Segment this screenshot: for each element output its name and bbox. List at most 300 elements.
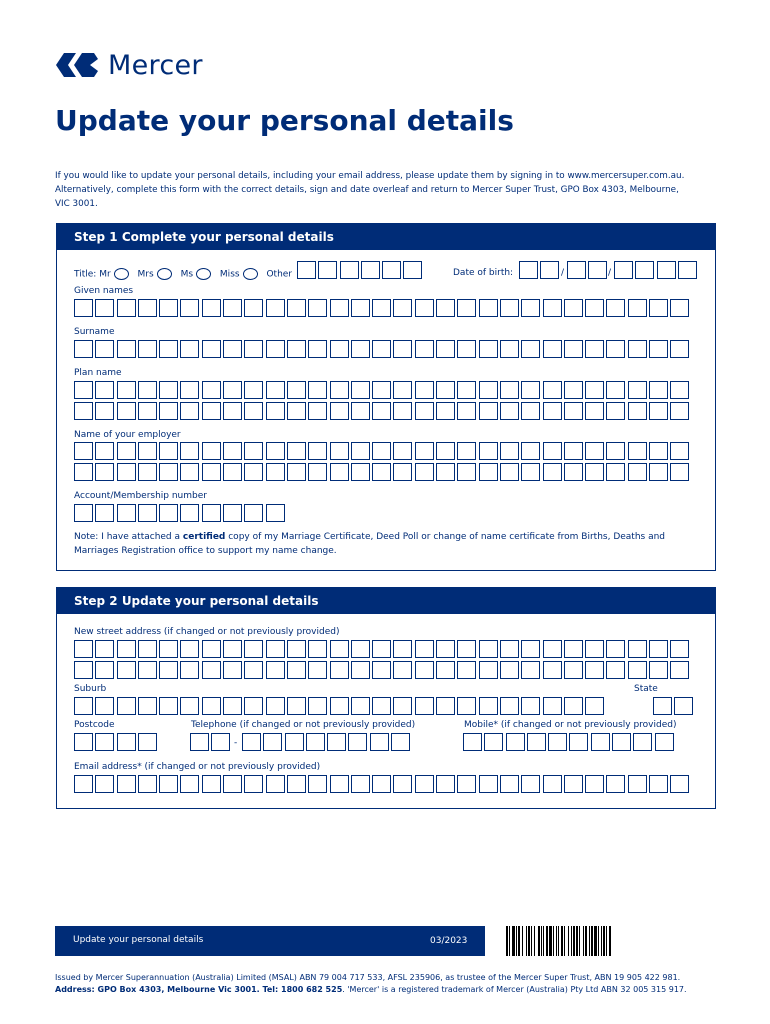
- char-box[interactable]: [393, 661, 412, 679]
- char-box[interactable]: [372, 340, 391, 358]
- char-box[interactable]: [457, 299, 476, 317]
- char-box[interactable]: [670, 661, 689, 679]
- char-box[interactable]: [74, 299, 93, 317]
- char-box[interactable]: [415, 661, 434, 679]
- char-box[interactable]: [564, 463, 583, 481]
- char-box[interactable]: [117, 697, 136, 715]
- char-box[interactable]: [95, 661, 114, 679]
- char-box[interactable]: [138, 381, 157, 399]
- char-box[interactable]: [266, 661, 285, 679]
- char-box[interactable]: [393, 775, 412, 793]
- char-box[interactable]: [585, 442, 604, 460]
- char-box[interactable]: [606, 640, 625, 658]
- char-box[interactable]: [287, 402, 306, 420]
- char-box[interactable]: [649, 640, 668, 658]
- char-box[interactable]: [180, 402, 199, 420]
- char-box[interactable]: [318, 261, 337, 279]
- given-names-boxes[interactable]: [74, 299, 689, 317]
- char-box[interactable]: [436, 402, 455, 420]
- char-box[interactable]: [585, 299, 604, 317]
- char-box[interactable]: [266, 463, 285, 481]
- char-box[interactable]: [543, 697, 562, 715]
- char-box[interactable]: [628, 640, 647, 658]
- char-box[interactable]: [479, 340, 498, 358]
- char-box[interactable]: [202, 640, 221, 658]
- char-box[interactable]: [585, 340, 604, 358]
- char-box[interactable]: [308, 640, 327, 658]
- char-box[interactable]: [308, 661, 327, 679]
- char-box[interactable]: [457, 442, 476, 460]
- char-box[interactable]: [415, 381, 434, 399]
- dob-year-boxes[interactable]: [614, 261, 697, 279]
- char-box[interactable]: [543, 775, 562, 793]
- char-box[interactable]: [180, 381, 199, 399]
- char-box[interactable]: [415, 463, 434, 481]
- postcode-boxes[interactable]: [74, 733, 157, 751]
- char-box[interactable]: [521, 299, 540, 317]
- char-box[interactable]: [95, 733, 114, 751]
- char-box[interactable]: [223, 640, 242, 658]
- char-box[interactable]: [543, 640, 562, 658]
- char-box[interactable]: [457, 381, 476, 399]
- char-box[interactable]: [138, 340, 157, 358]
- char-box[interactable]: [403, 261, 422, 279]
- char-box[interactable]: [308, 299, 327, 317]
- char-box[interactable]: [263, 733, 282, 751]
- char-box[interactable]: [244, 775, 263, 793]
- char-box[interactable]: [202, 775, 221, 793]
- char-box[interactable]: [372, 463, 391, 481]
- char-box[interactable]: [244, 661, 263, 679]
- char-box[interactable]: [223, 381, 242, 399]
- char-box[interactable]: [159, 463, 178, 481]
- char-box[interactable]: [628, 442, 647, 460]
- char-box[interactable]: [327, 733, 346, 751]
- char-box[interactable]: [500, 402, 519, 420]
- char-box[interactable]: [500, 697, 519, 715]
- dob-day-boxes[interactable]: [519, 261, 559, 279]
- char-box[interactable]: [340, 261, 359, 279]
- char-box[interactable]: [117, 299, 136, 317]
- char-box[interactable]: [393, 463, 412, 481]
- char-box[interactable]: [117, 442, 136, 460]
- char-box[interactable]: [415, 442, 434, 460]
- title-option-ms[interactable]: Ms: [181, 268, 217, 280]
- char-box[interactable]: [159, 381, 178, 399]
- char-box[interactable]: [543, 340, 562, 358]
- char-box[interactable]: [287, 340, 306, 358]
- char-box[interactable]: [674, 697, 693, 715]
- char-box[interactable]: [393, 402, 412, 420]
- char-box[interactable]: [159, 661, 178, 679]
- char-box[interactable]: [506, 733, 525, 751]
- char-box[interactable]: [287, 299, 306, 317]
- char-box[interactable]: [180, 775, 199, 793]
- char-box[interactable]: [649, 775, 668, 793]
- char-box[interactable]: [670, 299, 689, 317]
- char-box[interactable]: [457, 661, 476, 679]
- char-box[interactable]: [628, 661, 647, 679]
- char-box[interactable]: [519, 261, 538, 279]
- char-box[interactable]: [457, 402, 476, 420]
- char-box[interactable]: [287, 697, 306, 715]
- char-box[interactable]: [266, 340, 285, 358]
- char-box[interactable]: [223, 340, 242, 358]
- char-box[interactable]: [457, 775, 476, 793]
- char-box[interactable]: [180, 640, 199, 658]
- char-box[interactable]: [308, 340, 327, 358]
- mrs-radio[interactable]: [157, 268, 172, 280]
- char-box[interactable]: [372, 442, 391, 460]
- char-box[interactable]: [351, 381, 370, 399]
- char-box[interactable]: [564, 402, 583, 420]
- surname-boxes[interactable]: [74, 340, 689, 358]
- char-box[interactable]: [180, 299, 199, 317]
- char-box[interactable]: [266, 697, 285, 715]
- char-box[interactable]: [138, 463, 157, 481]
- char-box[interactable]: [606, 381, 625, 399]
- char-box[interactable]: [543, 299, 562, 317]
- char-box[interactable]: [95, 697, 114, 715]
- char-box[interactable]: [266, 402, 285, 420]
- char-box[interactable]: [457, 340, 476, 358]
- account-boxes[interactable]: [74, 504, 285, 522]
- char-box[interactable]: [569, 733, 588, 751]
- char-box[interactable]: [117, 661, 136, 679]
- char-box[interactable]: [117, 402, 136, 420]
- char-box[interactable]: [180, 340, 199, 358]
- char-box[interactable]: [138, 661, 157, 679]
- char-box[interactable]: [521, 661, 540, 679]
- char-box[interactable]: [606, 402, 625, 420]
- char-box[interactable]: [117, 640, 136, 658]
- char-box[interactable]: [628, 340, 647, 358]
- char-box[interactable]: [351, 463, 370, 481]
- char-box[interactable]: [244, 402, 263, 420]
- char-box[interactable]: [330, 299, 349, 317]
- char-box[interactable]: [521, 775, 540, 793]
- char-box[interactable]: [543, 442, 562, 460]
- char-box[interactable]: [308, 381, 327, 399]
- char-box[interactable]: [393, 381, 412, 399]
- char-box[interactable]: [95, 381, 114, 399]
- char-box[interactable]: [543, 661, 562, 679]
- char-box[interactable]: [180, 661, 199, 679]
- char-box[interactable]: [361, 261, 380, 279]
- char-box[interactable]: [74, 463, 93, 481]
- char-box[interactable]: [479, 299, 498, 317]
- char-box[interactable]: [628, 299, 647, 317]
- char-box[interactable]: [138, 775, 157, 793]
- char-box[interactable]: [564, 381, 583, 399]
- char-box[interactable]: [649, 299, 668, 317]
- char-box[interactable]: [159, 442, 178, 460]
- char-box[interactable]: [244, 340, 263, 358]
- char-box[interactable]: [372, 661, 391, 679]
- char-box[interactable]: [564, 775, 583, 793]
- char-box[interactable]: [159, 504, 178, 522]
- char-box[interactable]: [138, 504, 157, 522]
- title-option-miss[interactable]: Miss: [220, 268, 264, 280]
- char-box[interactable]: [244, 697, 263, 715]
- char-box[interactable]: [436, 661, 455, 679]
- char-box[interactable]: [308, 442, 327, 460]
- char-box[interactable]: [266, 442, 285, 460]
- char-box[interactable]: [95, 775, 114, 793]
- char-box[interactable]: [223, 697, 242, 715]
- char-box[interactable]: [585, 381, 604, 399]
- char-box[interactable]: [95, 299, 114, 317]
- char-box[interactable]: [628, 402, 647, 420]
- char-box[interactable]: [500, 463, 519, 481]
- char-box[interactable]: [585, 402, 604, 420]
- char-box[interactable]: [351, 661, 370, 679]
- char-box[interactable]: [180, 697, 199, 715]
- char-box[interactable]: [521, 442, 540, 460]
- char-box[interactable]: [567, 261, 586, 279]
- char-box[interactable]: [585, 640, 604, 658]
- char-box[interactable]: [479, 402, 498, 420]
- char-box[interactable]: [543, 381, 562, 399]
- char-box[interactable]: [585, 775, 604, 793]
- char-box[interactable]: [521, 463, 540, 481]
- char-box[interactable]: [190, 733, 209, 751]
- char-box[interactable]: [457, 640, 476, 658]
- char-box[interactable]: [297, 261, 316, 279]
- char-box[interactable]: [457, 463, 476, 481]
- char-box[interactable]: [670, 463, 689, 481]
- char-box[interactable]: [606, 299, 625, 317]
- char-box[interactable]: [415, 299, 434, 317]
- char-box[interactable]: [564, 340, 583, 358]
- tel-area-boxes[interactable]: [190, 733, 230, 751]
- char-box[interactable]: [521, 697, 540, 715]
- char-box[interactable]: [436, 463, 455, 481]
- char-box[interactable]: [415, 640, 434, 658]
- char-box[interactable]: [95, 402, 114, 420]
- char-box[interactable]: [372, 381, 391, 399]
- char-box[interactable]: [244, 442, 263, 460]
- char-box[interactable]: [244, 299, 263, 317]
- char-box[interactable]: [543, 402, 562, 420]
- street-boxes-2[interactable]: [74, 661, 689, 679]
- title-option-mr[interactable]: Mr: [99, 268, 134, 280]
- char-box[interactable]: [521, 640, 540, 658]
- char-box[interactable]: [415, 402, 434, 420]
- char-box[interactable]: [202, 402, 221, 420]
- char-box[interactable]: [500, 442, 519, 460]
- plan-name-boxes-1[interactable]: [74, 381, 689, 399]
- char-box[interactable]: [180, 442, 199, 460]
- char-box[interactable]: [521, 340, 540, 358]
- plan-name-boxes-2[interactable]: [74, 402, 689, 420]
- char-box[interactable]: [415, 697, 434, 715]
- char-box[interactable]: [117, 463, 136, 481]
- char-box[interactable]: [540, 261, 559, 279]
- char-box[interactable]: [351, 442, 370, 460]
- char-box[interactable]: [117, 504, 136, 522]
- char-box[interactable]: [138, 733, 157, 751]
- char-box[interactable]: [606, 661, 625, 679]
- char-box[interactable]: [95, 640, 114, 658]
- char-box[interactable]: [382, 261, 401, 279]
- char-box[interactable]: [415, 340, 434, 358]
- char-box[interactable]: [457, 697, 476, 715]
- char-box[interactable]: [117, 733, 136, 751]
- char-box[interactable]: [202, 340, 221, 358]
- char-box[interactable]: [242, 733, 261, 751]
- char-box[interactable]: [138, 442, 157, 460]
- char-box[interactable]: [223, 775, 242, 793]
- street-boxes-1[interactable]: [74, 640, 689, 658]
- char-box[interactable]: [159, 299, 178, 317]
- char-box[interactable]: [479, 381, 498, 399]
- char-box[interactable]: [159, 340, 178, 358]
- char-box[interactable]: [287, 442, 306, 460]
- char-box[interactable]: [372, 299, 391, 317]
- char-box[interactable]: [244, 504, 263, 522]
- char-box[interactable]: [564, 697, 583, 715]
- char-box[interactable]: [74, 775, 93, 793]
- char-box[interactable]: [606, 775, 625, 793]
- char-box[interactable]: [330, 640, 349, 658]
- char-box[interactable]: [436, 381, 455, 399]
- char-box[interactable]: [670, 340, 689, 358]
- char-box[interactable]: [351, 775, 370, 793]
- char-box[interactable]: [351, 640, 370, 658]
- char-box[interactable]: [657, 261, 676, 279]
- char-box[interactable]: [287, 661, 306, 679]
- char-box[interactable]: [633, 733, 652, 751]
- mobile-boxes[interactable]: [463, 733, 674, 751]
- char-box[interactable]: [391, 733, 410, 751]
- char-box[interactable]: [649, 661, 668, 679]
- char-box[interactable]: [330, 697, 349, 715]
- char-box[interactable]: [202, 381, 221, 399]
- char-box[interactable]: [564, 640, 583, 658]
- char-box[interactable]: [180, 504, 199, 522]
- mr-radio[interactable]: [114, 268, 129, 280]
- char-box[interactable]: [500, 775, 519, 793]
- char-box[interactable]: [244, 640, 263, 658]
- char-box[interactable]: [372, 775, 391, 793]
- char-box[interactable]: [223, 442, 242, 460]
- char-box[interactable]: [612, 733, 631, 751]
- char-box[interactable]: [287, 640, 306, 658]
- char-box[interactable]: [287, 775, 306, 793]
- char-box[interactable]: [393, 640, 412, 658]
- email-boxes[interactable]: [74, 775, 689, 793]
- char-box[interactable]: [202, 442, 221, 460]
- char-box[interactable]: [527, 733, 546, 751]
- char-box[interactable]: [74, 640, 93, 658]
- char-box[interactable]: [678, 261, 697, 279]
- char-box[interactable]: [393, 299, 412, 317]
- char-box[interactable]: [479, 463, 498, 481]
- char-box[interactable]: [628, 381, 647, 399]
- char-box[interactable]: [588, 261, 607, 279]
- char-box[interactable]: [244, 381, 263, 399]
- char-box[interactable]: [393, 442, 412, 460]
- char-box[interactable]: [351, 340, 370, 358]
- char-box[interactable]: [308, 697, 327, 715]
- char-box[interactable]: [308, 402, 327, 420]
- char-box[interactable]: [372, 640, 391, 658]
- char-box[interactable]: [585, 697, 604, 715]
- char-box[interactable]: [500, 340, 519, 358]
- char-box[interactable]: [500, 299, 519, 317]
- char-box[interactable]: [543, 463, 562, 481]
- char-box[interactable]: [479, 640, 498, 658]
- dob-month-boxes[interactable]: [567, 261, 607, 279]
- char-box[interactable]: [330, 340, 349, 358]
- char-box[interactable]: [202, 299, 221, 317]
- char-box[interactable]: [330, 661, 349, 679]
- char-box[interactable]: [306, 733, 325, 751]
- char-box[interactable]: [635, 261, 654, 279]
- char-box[interactable]: [223, 463, 242, 481]
- char-box[interactable]: [585, 661, 604, 679]
- char-box[interactable]: [330, 442, 349, 460]
- char-box[interactable]: [436, 775, 455, 793]
- char-box[interactable]: [415, 775, 434, 793]
- char-box[interactable]: [159, 697, 178, 715]
- char-box[interactable]: [117, 381, 136, 399]
- char-box[interactable]: [180, 463, 199, 481]
- char-box[interactable]: [614, 261, 633, 279]
- char-box[interactable]: [223, 299, 242, 317]
- char-box[interactable]: [351, 402, 370, 420]
- char-box[interactable]: [202, 697, 221, 715]
- char-box[interactable]: [95, 504, 114, 522]
- char-box[interactable]: [479, 661, 498, 679]
- char-box[interactable]: [95, 442, 114, 460]
- char-box[interactable]: [585, 463, 604, 481]
- char-box[interactable]: [95, 463, 114, 481]
- char-box[interactable]: [266, 381, 285, 399]
- char-box[interactable]: [74, 340, 93, 358]
- char-box[interactable]: [649, 402, 668, 420]
- char-box[interactable]: [202, 504, 221, 522]
- miss-radio[interactable]: [243, 268, 258, 280]
- char-box[interactable]: [308, 463, 327, 481]
- suburb-boxes[interactable]: [74, 697, 604, 715]
- char-box[interactable]: [606, 340, 625, 358]
- char-box[interactable]: [287, 381, 306, 399]
- employer-boxes-1[interactable]: [74, 442, 689, 460]
- state-boxes[interactable]: [653, 697, 693, 715]
- char-box[interactable]: [670, 640, 689, 658]
- char-box[interactable]: [211, 733, 230, 751]
- char-box[interactable]: [74, 697, 93, 715]
- char-box[interactable]: [287, 463, 306, 481]
- char-box[interactable]: [649, 340, 668, 358]
- char-box[interactable]: [670, 775, 689, 793]
- char-box[interactable]: [548, 733, 567, 751]
- employer-boxes-2[interactable]: [74, 463, 689, 481]
- char-box[interactable]: [223, 402, 242, 420]
- char-box[interactable]: [138, 402, 157, 420]
- char-box[interactable]: [436, 442, 455, 460]
- char-box[interactable]: [351, 299, 370, 317]
- char-box[interactable]: [564, 442, 583, 460]
- char-box[interactable]: [330, 381, 349, 399]
- char-box[interactable]: [351, 697, 370, 715]
- char-box[interactable]: [564, 661, 583, 679]
- char-box[interactable]: [436, 299, 455, 317]
- char-box[interactable]: [479, 697, 498, 715]
- char-box[interactable]: [436, 340, 455, 358]
